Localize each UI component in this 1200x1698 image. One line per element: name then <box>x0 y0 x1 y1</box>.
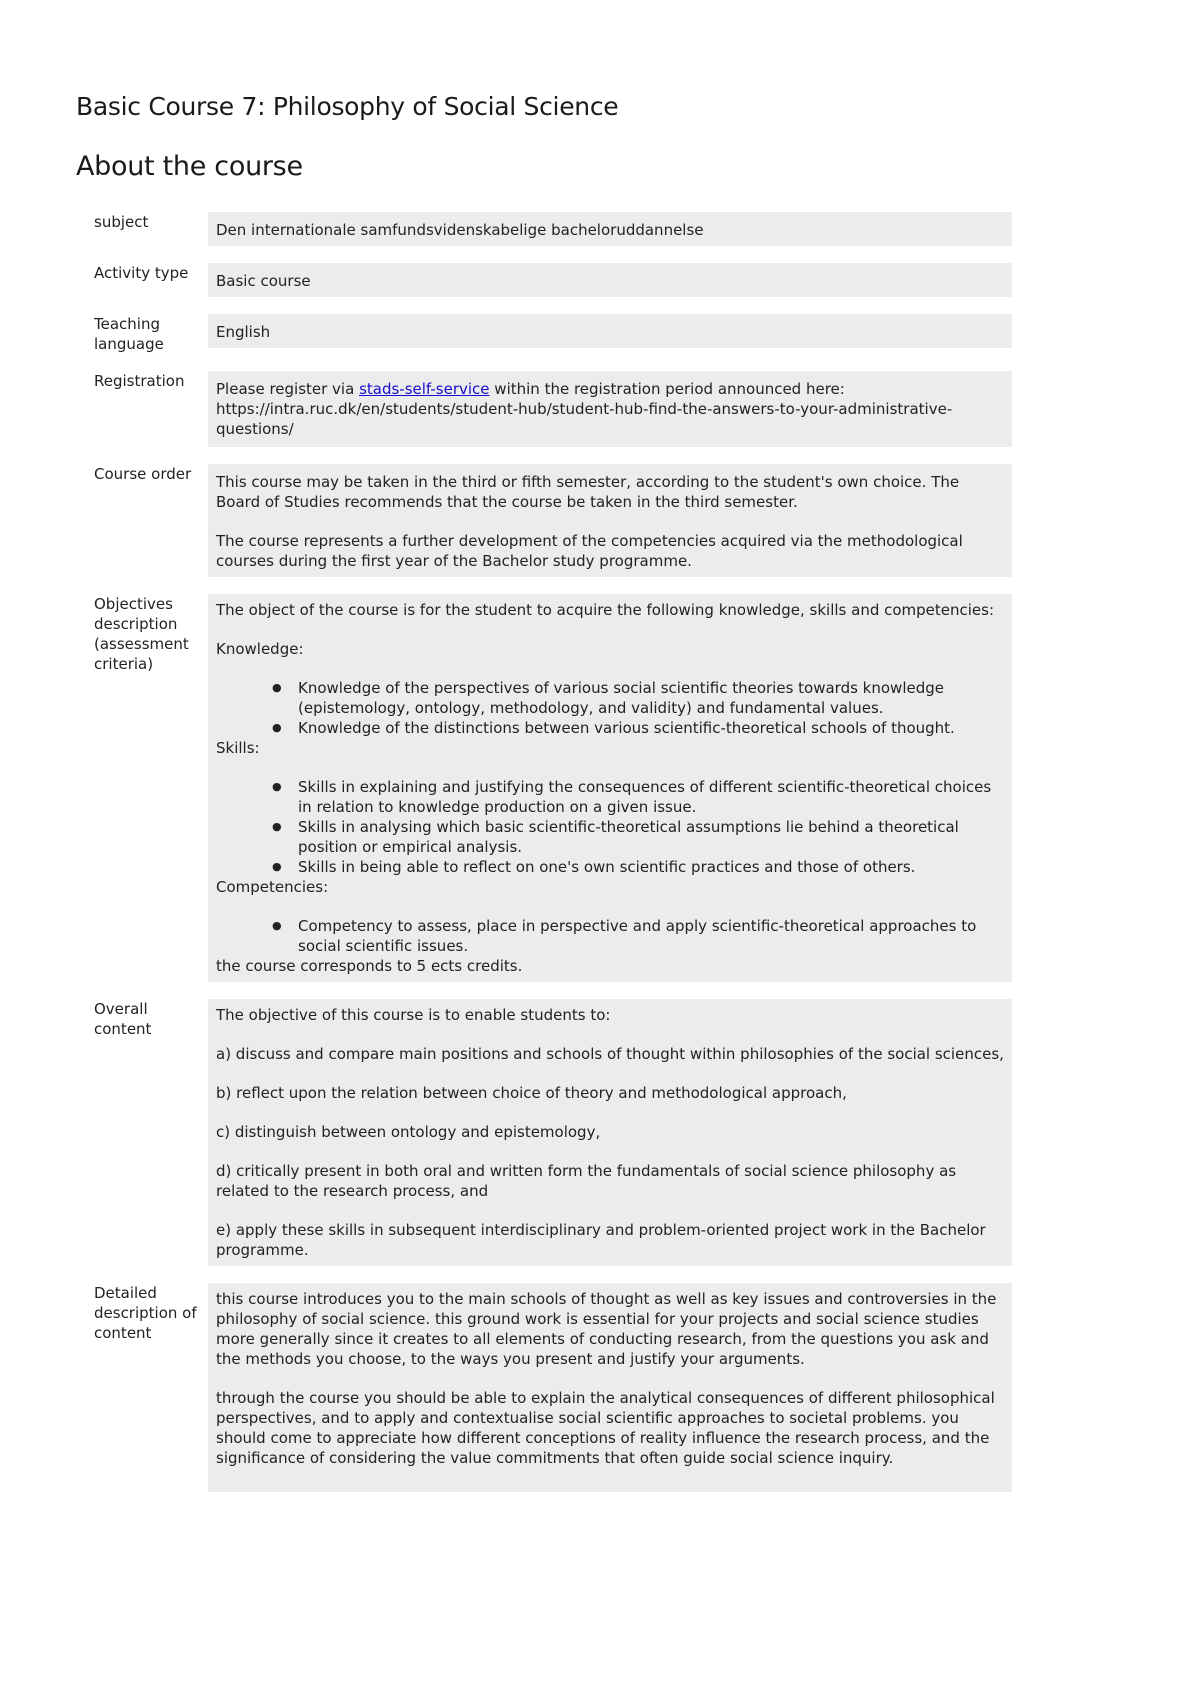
paragraph: The course represents a further development of the competencies acquired via the methodological courses during the first year of the Bachelor study programme. <box>216 532 963 570</box>
objectives-closing: the course corresponds to 5 ects credits. <box>216 957 523 975</box>
registration-text-after: within the registration period announced here: https://intra.ruc.dk/en/students/student-hub/student-hub-find-the-answers-to-your-administrative-questions/ <box>216 380 953 438</box>
list-item: ● Skills in being able to reflect on one's own scientific practices and those of others. <box>298 857 1004 877</box>
field-value <box>208 464 1012 577</box>
field-value <box>208 371 1012 447</box>
list-item: ● Competency to assess, place in perspective and apply scientific-theoretical approaches to social scientific issues. <box>298 916 1004 956</box>
list-item: ● Skills in analysing which basic scientific-theoretical assumptions lie behind a theoretical position or empirical analysis. <box>298 817 1004 857</box>
paragraph: a) discuss and compare main positions and schools of thought within philosophies of the social sciences, <box>216 1045 1004 1063</box>
stads-self-service-link[interactable]: stads-self-service <box>359 380 490 398</box>
field-value: Basic course <box>208 263 1012 297</box>
skills-list <box>216 777 1004 877</box>
objectives-intro: The object of the course is for the student to acquire the following knowledge, skills and competencies: <box>216 601 995 619</box>
row-objectives <box>76 594 1012 982</box>
field-value: Den internationale samfundsvidenskabelige bacheloruddannelse <box>208 212 1012 246</box>
field-label: subject <box>94 213 149 231</box>
field-value <box>208 999 1012 1266</box>
skills-heading: Skills: <box>216 739 260 757</box>
list-item: ● Skills in explaining and justifying the consequences of different scientific-theoretical choices in relation to knowledge production on a given issue. <box>298 777 1004 817</box>
paragraph: this course introduces you to the main schools of thought as well as key issues and controversies in the philosophy of social science. this ground work is essential for your projects and social science studies more generally since it creates to all elements of conducting research, from the questions you ask and the methods you choose, to the ways you present and justify your arguments. <box>216 1290 997 1368</box>
row-course-order <box>76 464 1012 577</box>
paragraph: e) apply these skills in subsequent interdisciplinary and problem-oriented project work in the Bachelor programme. <box>216 1221 986 1259</box>
field-label: Registration <box>94 372 185 390</box>
row-teaching-language <box>76 314 1012 354</box>
paragraph: through the course you should be able to explain the analytical consequences of different philosophical perspectives, and to apply and contextualise social scientific approaches to societal problems. you should come to appreciate how different conceptions of reality influence the research process, and the significance of considering the value commitments that often guide social science inquiry. <box>216 1389 995 1467</box>
field-label: Activity type <box>94 264 189 282</box>
knowledge-heading: Knowledge: <box>216 640 304 658</box>
row-overall-content <box>76 999 1012 1266</box>
paragraph: c) distinguish between ontology and epistemology, <box>216 1123 601 1141</box>
competencies-list <box>216 916 1004 956</box>
field-label: Teaching language <box>94 315 164 353</box>
field-label: Overall content <box>94 1000 152 1038</box>
list-item: ● Knowledge of the distinctions between various scientific-theoretical schools of thought. <box>298 718 1004 738</box>
paragraph: d) critically present in both oral and written form the fundamentals of social science philosophy as related to the research process, and <box>216 1162 957 1200</box>
paragraph: This course may be taken in the third or fifth semester, according to the student's own choice. The Board of Studies recommends that the course be taken in the third semester. <box>216 473 960 511</box>
field-label: Objectives description (assessment criteria) <box>94 595 189 673</box>
paragraph: The objective of this course is to enable students to: <box>216 1006 611 1024</box>
document-title: Basic Course 7: Philosophy of Social Science <box>76 92 619 121</box>
field-label: Course order <box>94 465 192 483</box>
field-value <box>208 594 1012 982</box>
field-value <box>208 1283 1012 1492</box>
field-label: Detailed description of content <box>94 1284 197 1342</box>
list-item: ● Knowledge of the perspectives of various social scientific theories towards knowledge (epistemology, ontology, methodology, and validity) and fundamental values. <box>298 678 1004 718</box>
field-value: English <box>208 314 1012 348</box>
competencies-heading: Competencies: <box>216 878 329 896</box>
knowledge-list <box>216 678 1004 738</box>
section-heading: About the course <box>76 151 303 182</box>
row-activity-type <box>76 263 1012 297</box>
row-subject <box>76 212 1012 246</box>
registration-text-before: Please register via <box>216 380 360 398</box>
row-registration <box>76 371 1012 447</box>
paragraph: b) reflect upon the relation between choice of theory and methodological approach, <box>216 1084 847 1102</box>
row-detailed-content <box>76 1283 1012 1492</box>
course-info-table <box>76 212 1012 1492</box>
